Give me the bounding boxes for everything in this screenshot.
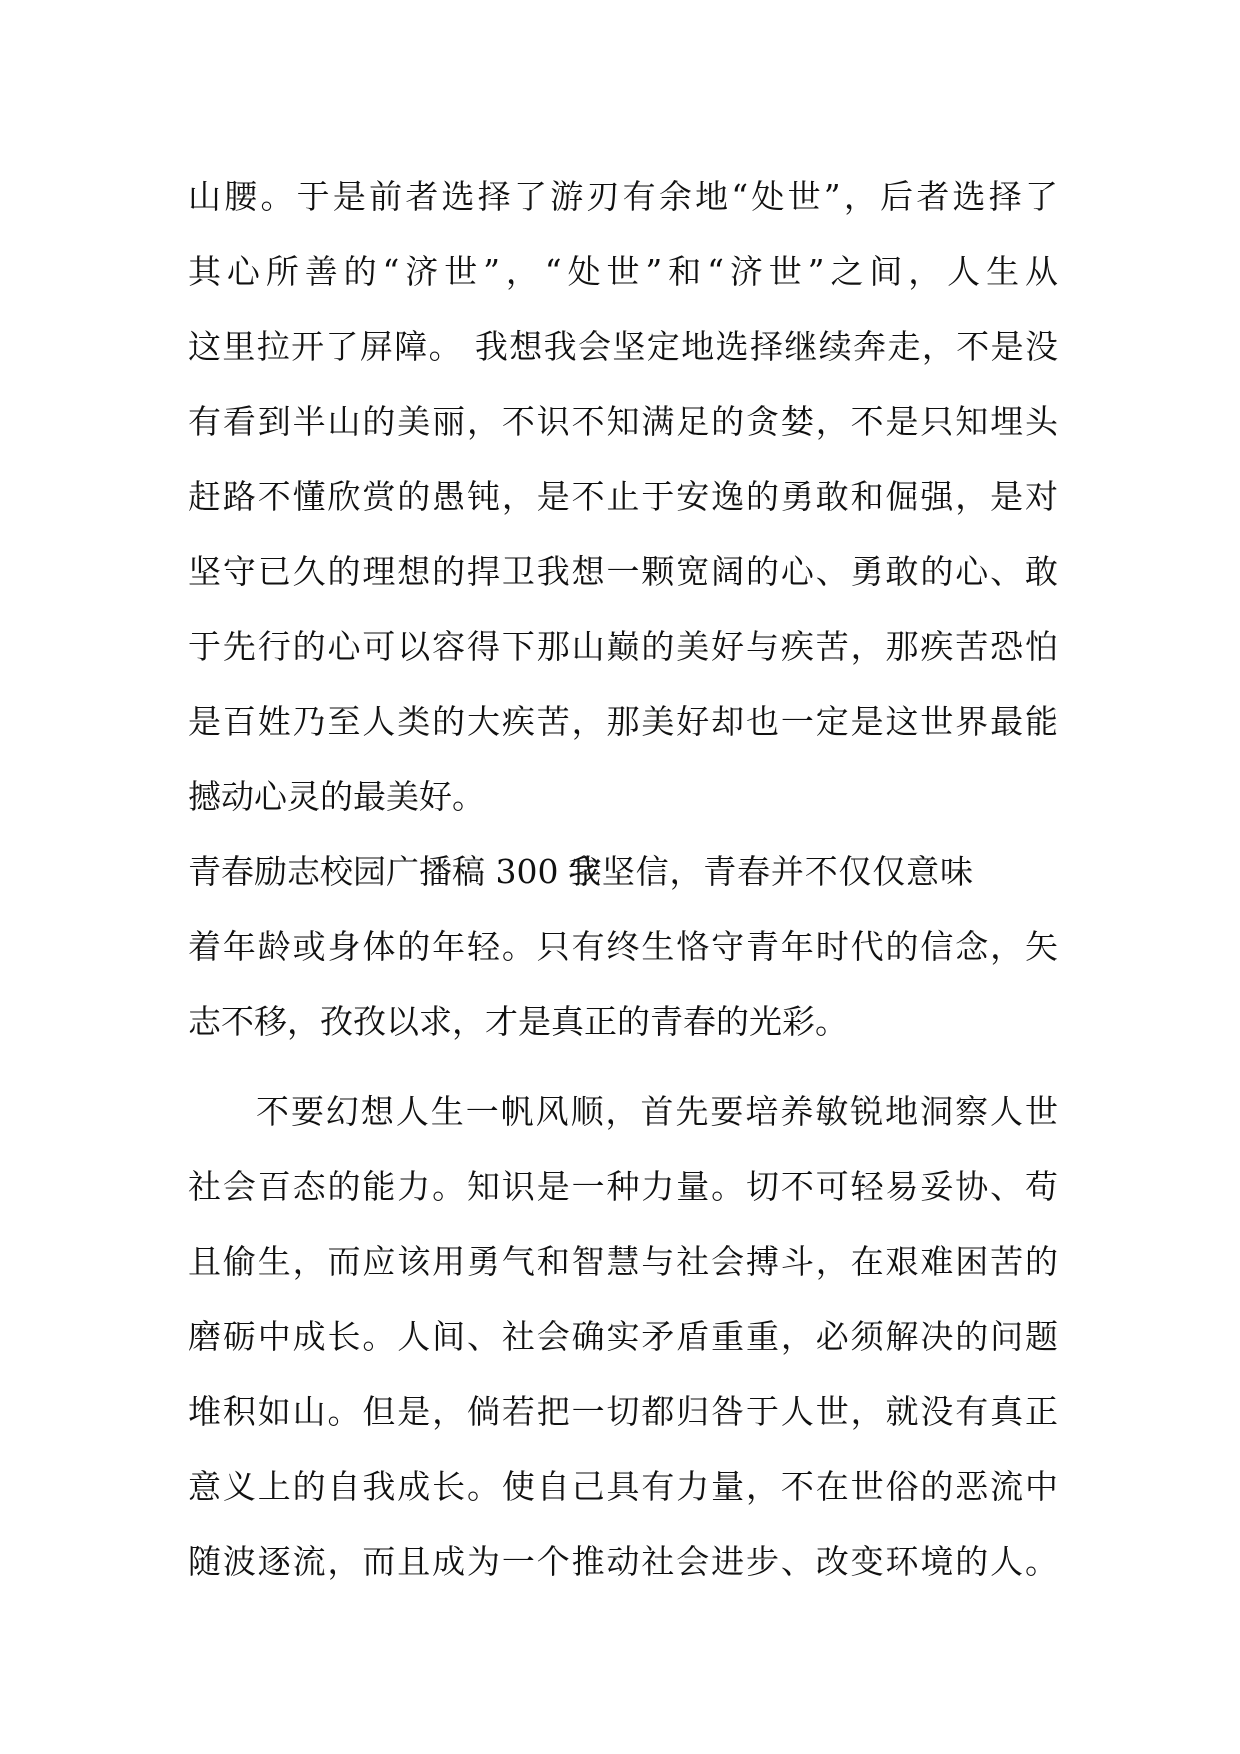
text-line: 山腰。于是前者选择了游刃有余地“处世”，后者选择了 — [188, 177, 1058, 216]
text-line: 社会百态的能力。知识是一种力量。切不可轻易妥协、苟 — [188, 1167, 1058, 1206]
text-segment: 我坚信，青春并不仅仅意味 — [568, 852, 973, 891]
text-line: 是百姓乃至人类的大疾苦，那美好却也一定是这世界最能 — [188, 702, 1058, 741]
text-line: 不要幻想人生一帆风顺，首先要培养敏锐地洞察人世 — [256, 1092, 1058, 1131]
text-line: 赶路不懂欣赏的愚钝，是不止于安逸的勇敢和倔强，是对 — [188, 477, 1058, 516]
text-line: 磨砺中成长。人间、社会确实矛盾重重，必须解决的问题 — [188, 1317, 1058, 1356]
text-line: 随波逐流，而且成为一个推动社会进步、改变环境的人。 — [188, 1542, 1058, 1581]
text-line: 于先行的心可以容得下那山巅的美好与疾苦，那疾苦恐怕 — [188, 627, 1058, 666]
text-line: 着年龄或身体的年轻。只有终生恪守青年时代的信念，矢 — [188, 927, 1058, 966]
text-line: 且偷生，而应该用勇气和智慧与社会搏斗，在艰难困苦的 — [188, 1242, 1058, 1281]
text-line: 堆积如山。但是，倘若把一切都归咎于人世，就没有真正 — [188, 1392, 1058, 1431]
section-title: 青春励志校园广播稿 300 字 — [188, 852, 602, 891]
text-line: 其心所善的“济世”，“处世”和“济世”之间，人生从 — [188, 252, 1058, 291]
text-line: 志不移，孜孜以求，才是真正的青春的光彩。 — [188, 1002, 848, 1041]
text-line: 这里拉开了屏障。 我想我会坚定地选择继续奔走，不是没 — [188, 327, 1058, 366]
text-line: 坚守已久的理想的捍卫我想一颗宽阔的心、勇敢的心、敢 — [188, 552, 1058, 591]
text-line — [188, 847, 1058, 897]
text-line: 有看到半山的美丽，不识不知满足的贪婪，不是只知埋头 — [188, 402, 1058, 441]
text-line: 撼动心灵的最美好。 — [188, 777, 485, 816]
text-line: 意义上的自我成长。使自己具有力量，不在世俗的恶流中 — [188, 1467, 1058, 1506]
